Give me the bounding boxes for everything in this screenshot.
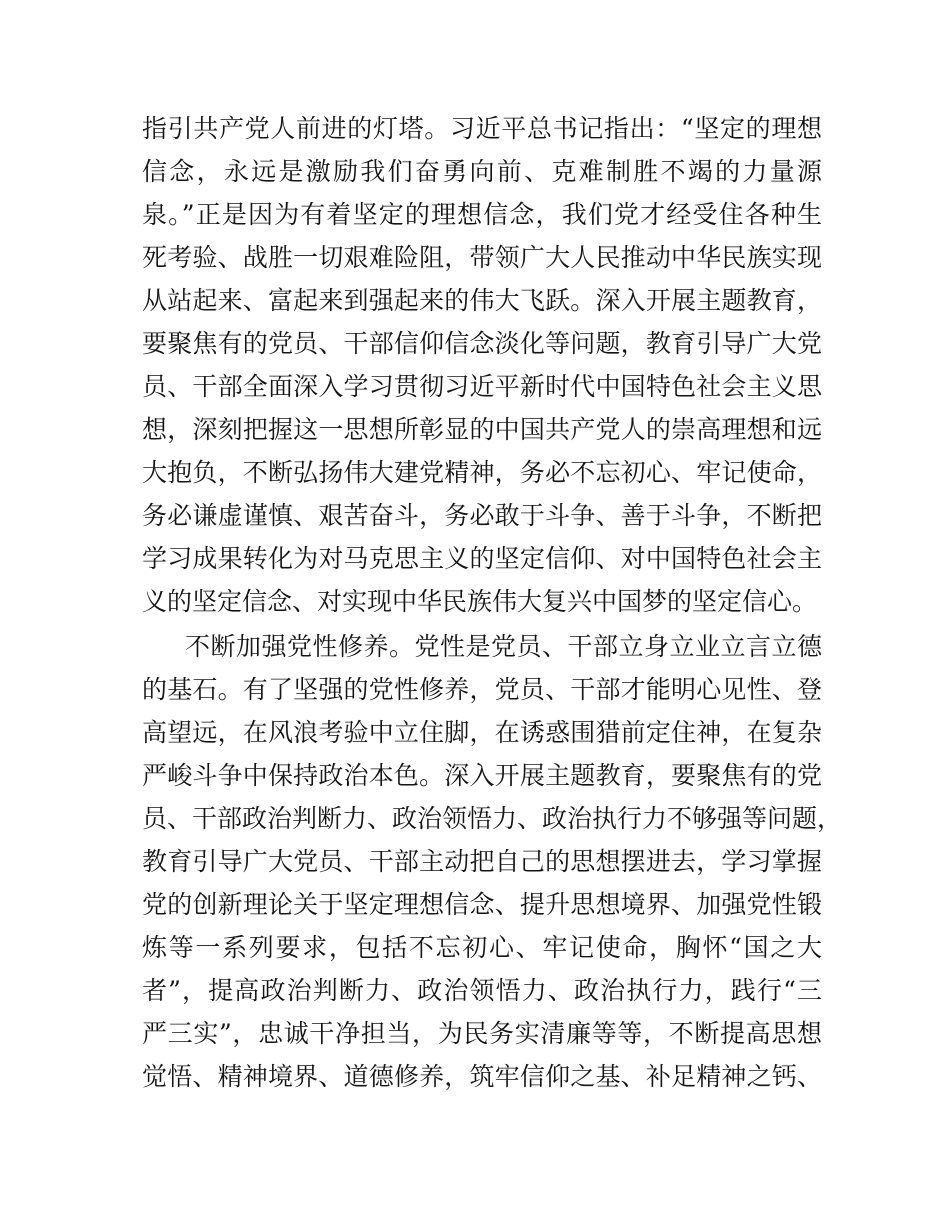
paragraph-line: 的基石。有了坚强的党性修养，党员、干部才能明心见性、登 [142, 675, 822, 704]
paragraph-line: 泉。”正是因为有着坚定的理想信念，我们党才经受住各种生 [142, 200, 822, 229]
paragraph-line: 严峻斗争中保持政治本色。深入开展主题教育，要聚焦有的党 [142, 761, 822, 790]
paragraph-line: 要聚焦有的党员、干部信仰信念淡化等问题，教育引导广大党 [142, 329, 822, 358]
paragraph-line: 务必谦虚谨慎、艰苦奋斗，务必敢于斗争、善于斗争，不断把 [142, 501, 822, 530]
paragraph-line: 学习成果转化为对马克思主义的坚定信仰、对中国特色社会主 [142, 544, 822, 573]
paragraph-line: 者”，提高政治判断力、政治领悟力、政治执行力，践行“三 [142, 976, 822, 1005]
paragraph-line: 教育引导广大党员、干部主动把自己的思想摆进去，学习掌握 [142, 847, 822, 876]
paragraph-line: 党的创新理论关于坚定理想信念、提升思想境界、加强党性锻 [142, 890, 822, 919]
paragraph-line: 炼等一系列要求，包括不忘初心、牢记使命，胸怀“国之大 [142, 933, 822, 962]
paragraph-line: 不断加强党性修养。党性是党员、干部立身立业立言立德 [185, 632, 822, 661]
paragraph-line: 觉悟、精神境界、道德修养，筑牢信仰之基、补足精神之钙、 [142, 1062, 822, 1091]
paragraph-line: 死考验、战胜一切艰难险阻，带领广大人民推动中华民族实现 [142, 243, 822, 272]
paragraph-line: 严三实”，忠诚干净担当，为民务实清廉等等，不断提高思想 [142, 1019, 822, 1048]
paragraph-line: 义的坚定信念、对实现中华民族伟大复兴中国梦的坚定信心。 [142, 587, 818, 616]
paragraph-line: 从站起来、富起来到强起来的伟大飞跃。深入开展主题教育， [142, 286, 822, 315]
paragraph-line: 员、干部全面深入学习贯彻习近平新时代中国特色社会主义思 [142, 372, 822, 401]
paragraph-line: 员、干部政治判断力、政治领悟力、政治执行力不够强等问题， [142, 804, 843, 833]
paragraph-line: 指引共产党人前进的灯塔。习近平总书记指出：“坚定的理想 [142, 114, 822, 143]
paragraph-line: 想，深刻把握这一思想所彰显的中国共产党人的崇高理想和远 [142, 415, 822, 444]
paragraph-line: 高望远，在风浪考验中立住脚，在诱惑围猎前定住神，在复杂 [142, 718, 822, 747]
paragraph-line: 信念，永远是激励我们奋勇向前、克难制胜不竭的力量源 [142, 157, 822, 186]
paragraph-line: 大抱负，不断弘扬伟大建党精神，务必不忘初心、牢记使命， [142, 458, 822, 487]
